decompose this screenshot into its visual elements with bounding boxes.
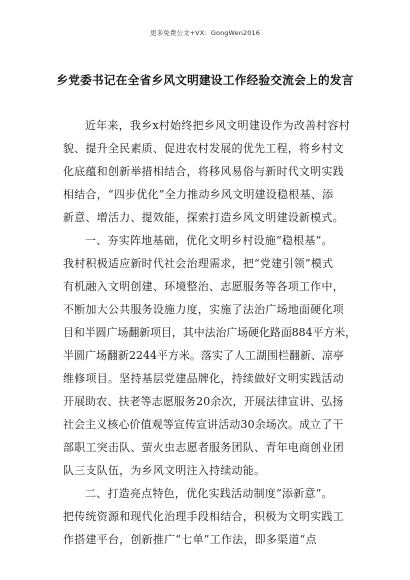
paragraph-line: 新意、增活力、提效能，探索打造乡风文明建设新模式。 [63, 211, 345, 224]
paragraph-line: 维修项目。坚持基层党建品牌化，持续做好文明实践活动 [63, 372, 345, 385]
paragraph-line: 把传统资源和现代化治理手段相结合，积极为文明实践工 [63, 510, 345, 523]
paragraph-line: 有机融入文明创建、环境整治、志愿服务等各项工作中， [63, 280, 345, 293]
paragraph-line: 不断加大公共服务设施力度，实施了法治广场地面硬化项 [63, 303, 345, 316]
header-note: 更多免费公文+VX：GongWen2016 [150, 29, 260, 37]
paragraph-line: 半圆广场翻新2244平方米。落实了人工湖围栏翻新、凉亭 [63, 349, 344, 362]
paragraph-line: 队三支队伍，为乡风文明注入持续动能。 [63, 464, 266, 477]
section-heading: 二、打造亮点特色，优化实践活动制度“添新意”。 [85, 487, 333, 500]
paragraph-line: 开展助农、扶老等志愿服务20余次，开展法律宣讲、弘扬 [63, 395, 344, 408]
paragraph-line: 部职工突击队、萤火虫志愿者服务团队、青年电商创业团 [63, 441, 345, 454]
section-heading: 一、夯实阵地基础，优化文明乡村设施“稳根基”。 [85, 234, 333, 247]
paragraph-line: 作搭建平台，创新推广“七单”工作法，即多渠道“点 [63, 533, 317, 546]
paragraph-line: 社会主义核心价值观等宣传宣讲活动30余场次。成立了干 [63, 418, 344, 431]
paragraph-line: 相结合，“四步优化”全力推动乡风文明建设稳根基、添 [63, 188, 334, 201]
paragraph-line: 我村积极适应新时代社会治理需求，把“党建引领”模式 [63, 257, 334, 270]
paragraph-line: 近年来，我乡x村始终把乡风文明建设作为改善村容村 [85, 119, 351, 132]
page-title: 乡党委书记在全省乡风文明建设工作经验交流会上的发言 [56, 73, 354, 87]
paragraph-line: 貌、提升全民素质、促进农村发展的优先工程，将乡村文 [63, 142, 345, 155]
paragraph-line: 目和半圆广场翻新项目，其中法治广场硬化路面884平方米， [63, 326, 357, 339]
paragraph-line: 化底蕴和创新举措相结合，将移风易俗与新时代文明实践 [63, 165, 345, 178]
